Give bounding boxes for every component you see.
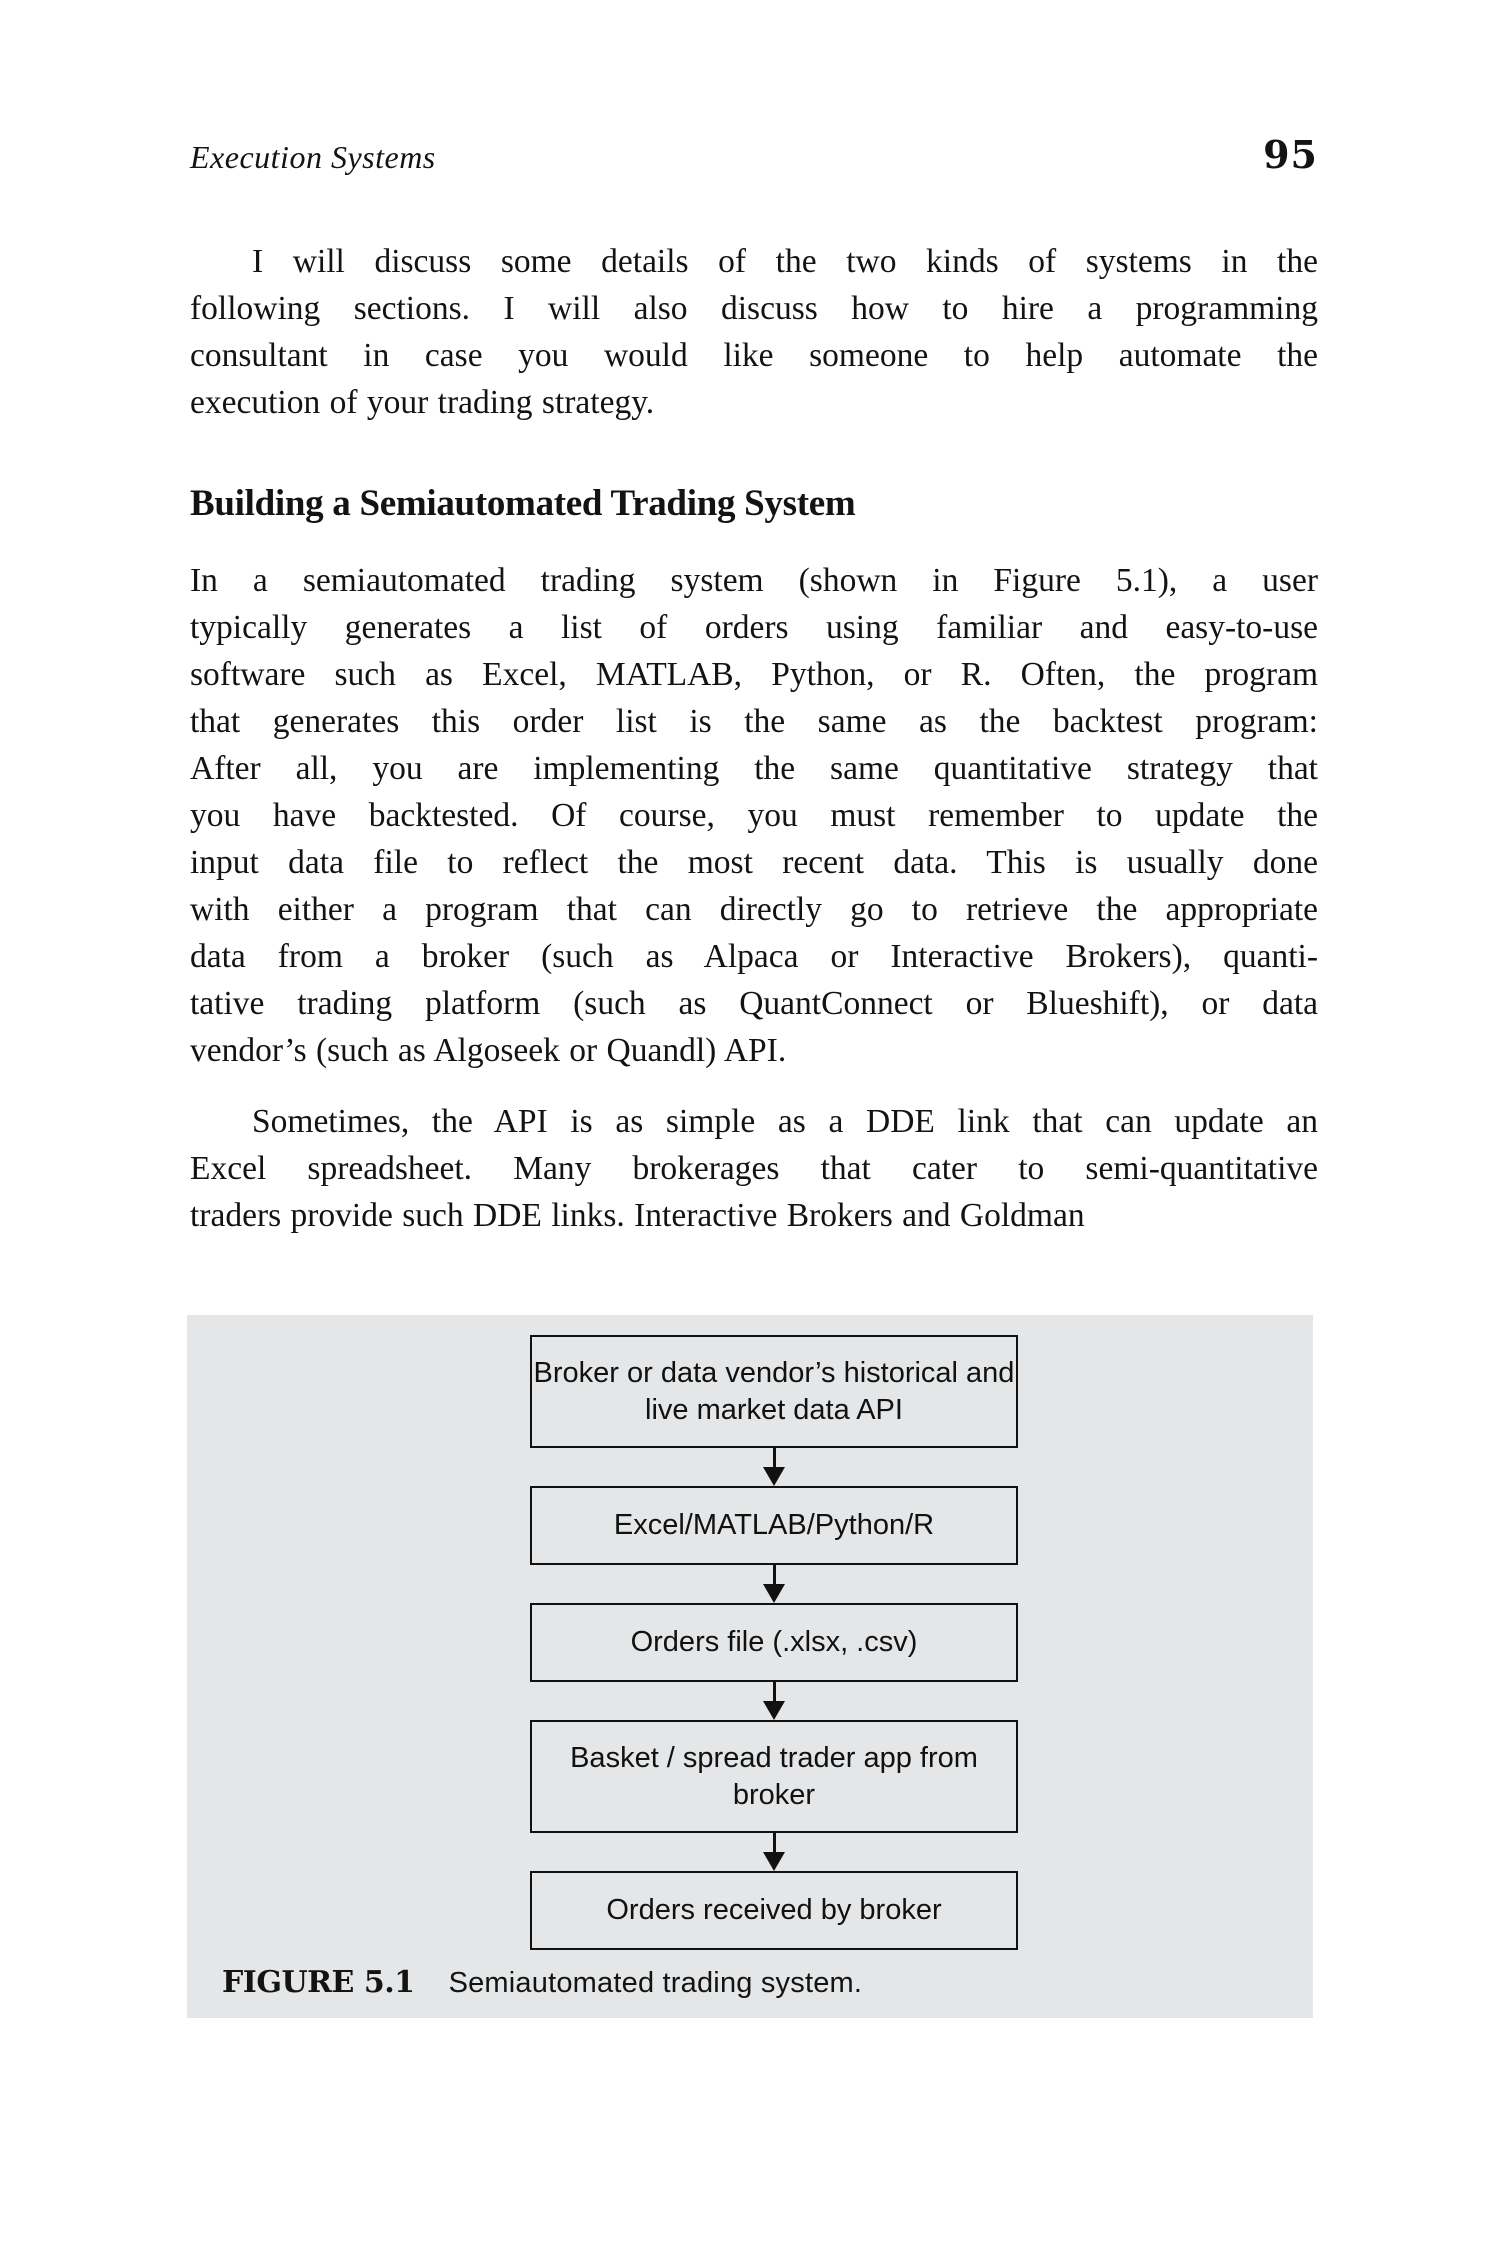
text-line: execution of your trading strategy. (190, 384, 655, 421)
text-line: typically generates a list of orders using familiar and easy-to-use (190, 609, 1318, 646)
text-line: data from a broker (such as Alpaca or Interactive Brokers), quanti- (190, 938, 1318, 975)
figure-caption-text: Semiautomated trading system. (448, 1967, 863, 1999)
flow-box-orders-received (530, 1871, 1018, 1950)
text-line: vendor’s (such as Algoseek or Quandl) API. (190, 1032, 787, 1069)
flow-box-data-api (530, 1335, 1018, 1448)
text-line: input data file to reflect the most recent data. This is usually done (190, 844, 1318, 881)
arrow-shaft (773, 1833, 776, 1852)
paragraph-dde (190, 1098, 1318, 1239)
flow-box-label: Orders received by broker (606, 1894, 942, 1926)
arrow-head (763, 1701, 785, 1720)
flow-box-excel-matlab (530, 1486, 1018, 1565)
text-line: Sometimes, the API is as simple as a DDE link that can update an (252, 1103, 1318, 1140)
flow-box-label: Excel/MATLAB/Python/R (613, 1509, 935, 1541)
down-arrow-icon (530, 1565, 1018, 1603)
figure-caption-label: FIGURE 5.1 (222, 1965, 415, 2000)
down-arrow-icon (530, 1682, 1018, 1720)
text-line: tative trading platform (such as QuantConnect or Blueshift), or data (190, 985, 1318, 1022)
paragraph-semiautomated (190, 557, 1318, 1074)
arrow-shaft (773, 1565, 776, 1584)
flow-box-label: Basket / spread trader app from (570, 1741, 978, 1774)
arrow-head (763, 1467, 785, 1486)
running-head-title: Execution Systems (190, 139, 436, 175)
text-line: consultant in case you would like someone to help automate the (190, 337, 1318, 374)
arrow-head (763, 1584, 785, 1603)
running-header (190, 132, 1318, 177)
paragraph-intro (190, 238, 1318, 426)
text-line: I will discuss some details of the two kinds of systems in the (252, 243, 1318, 280)
arrow-shaft (773, 1448, 776, 1467)
text-line: After all, you are implementing the same quantitative strategy that (190, 750, 1318, 787)
text-line: Excel spreadsheet. Many brokerages that cater to semi-quantitative (190, 1150, 1318, 1187)
arrow-head (763, 1852, 785, 1871)
text-line: software such as Excel, MATLAB, Python, or R. Often, the program (190, 656, 1318, 693)
flow-box-orders-file (530, 1603, 1018, 1682)
page-number: 95 (1263, 132, 1318, 177)
flow-box-label: live market data API (645, 1393, 903, 1426)
figure-5-1-panel (187, 1315, 1313, 2018)
flow-box-basket-trader (530, 1720, 1018, 1833)
text-line: following sections. I will also discuss how to hire a programming (190, 290, 1318, 327)
text-line: with either a program that can directly go to retrieve the appropriate (190, 891, 1318, 928)
flow-box-label: Broker or data vendor’s historical and (533, 1356, 1015, 1389)
down-arrow-icon (530, 1448, 1018, 1486)
figure-caption (222, 1965, 862, 2000)
text-line: In a semiautomated trading system (shown in Figure 5.1), a user (190, 562, 1318, 599)
flow-box-label: broker (732, 1778, 816, 1811)
down-arrow-icon (530, 1833, 1018, 1871)
text-line: you have backtested. Of course, you must remember to update the (190, 797, 1318, 834)
flow-box-label: Orders file (.xlsx, .csv) (630, 1626, 918, 1658)
section-heading: Building a Semiautomated Trading System (190, 483, 856, 524)
text-line: traders provide such DDE links. Interactive Brokers and Goldman (190, 1197, 1085, 1234)
arrow-shaft (773, 1682, 776, 1701)
text-line: that generates this order list is the same as the backtest program: (190, 703, 1318, 740)
